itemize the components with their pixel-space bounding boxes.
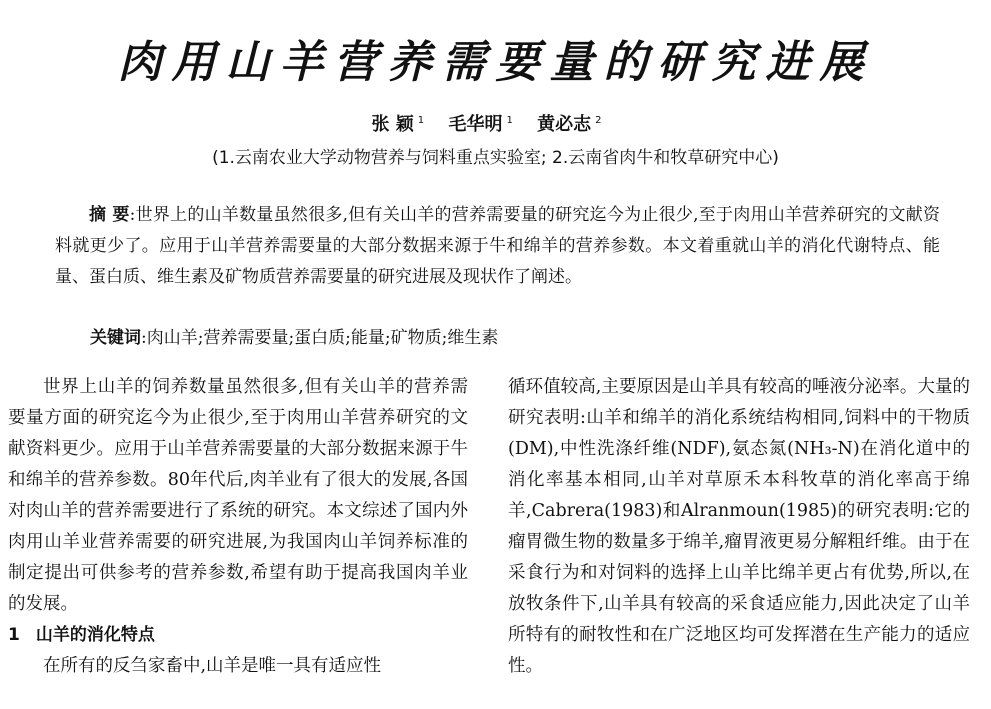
body-paragraph: 世界上山羊的饲养数量虽然很多,但有关山羊的营养需要量方面的研究迄今为止很少,至于肉用山羊营养研究的文献资料更少。应用于山羊营养需要量的大部分数据来源于牛和绵羊的营养参数。80年代后,肉羊业有了很大的发展,各国对肉山羊的营养需要进行了系统的研究。本文综述了国内外肉用山羊业营养需要的研究进展,为我国肉山羊饲养标准的制定提出可供参考的营养参数,希望有助于提高我国肉羊业的发展。 <box>8 377 468 614</box>
author-list <box>0 110 991 136</box>
author-name: 黄必志 <box>537 114 592 135</box>
body-paragraph: 在所有的反刍家畜中,山羊是唯一具有适应性 <box>43 656 382 676</box>
left-column <box>8 372 468 682</box>
paper-title: 肉用山羊营养需要量的研究进展 <box>117 37 874 88</box>
abstract <box>55 200 940 293</box>
abstract-text: :世界上的山羊数量虽然很多,但有关山羊的营养需要量的研究迄今为止很少,至于肉用山羊营养研究的文献资料就更少了。应用于山羊营养需要量的大部分数据来源于牛和绵羊的营养参数。本文着重就山羊的消化代谢特点、能量、蛋白质、维生素及矿物质营养需要量的研究进展及现状作了阐述。 <box>55 205 940 287</box>
author-affil-mark: 1 <box>506 115 513 126</box>
section-number: 1 <box>8 625 20 645</box>
keywords-text: :肉山羊;营养需要量;蛋白质;能量;矿物质;维生素 <box>141 328 499 348</box>
author-affil-mark: 1 <box>417 115 425 126</box>
keywords <box>90 323 498 348</box>
author-name: 张 颖 <box>371 114 414 135</box>
author-name: 毛华明 <box>448 114 503 135</box>
affiliations: (1.云南农业大学动物营养与饲料重点实验室; 2.云南省肉牛和牧草研究中心) <box>212 148 779 168</box>
right-column <box>508 372 970 682</box>
keywords-label: 关键词 <box>90 328 141 348</box>
abstract-label: 摘 要 <box>89 205 130 225</box>
author-affil-mark: 2 <box>595 115 602 126</box>
body-paragraph: 循环值较高,主要原因是山羊具有较高的唾液分泌率。大量的研究表明:山羊和绵羊的消化系统结构相同,饲料中的干物质(DM),中性洗涤纤维(NDF),氨态氮(NH₃-N)在消化道中的消化率基本相同,山羊对草原禾本科牧草的消化率高于绵羊,Cabrera(1983)和Alranmoun(1985)的研究表明:它的瘤胃微生物的数量多于绵羊,瘤胃液更易分解粗纤维。由于在采食行为和对饲料的选择上山羊比绵羊更占有优势,所以,在放牧条件下,山羊具有较高的采食适应能力,因此决定了山羊所特有的耐牧性和在广泛地区均可发挥潜在生产能力的适应性。 <box>508 377 970 676</box>
section-heading <box>8 620 468 651</box>
section-title: 山羊的消化特点 <box>35 625 155 645</box>
